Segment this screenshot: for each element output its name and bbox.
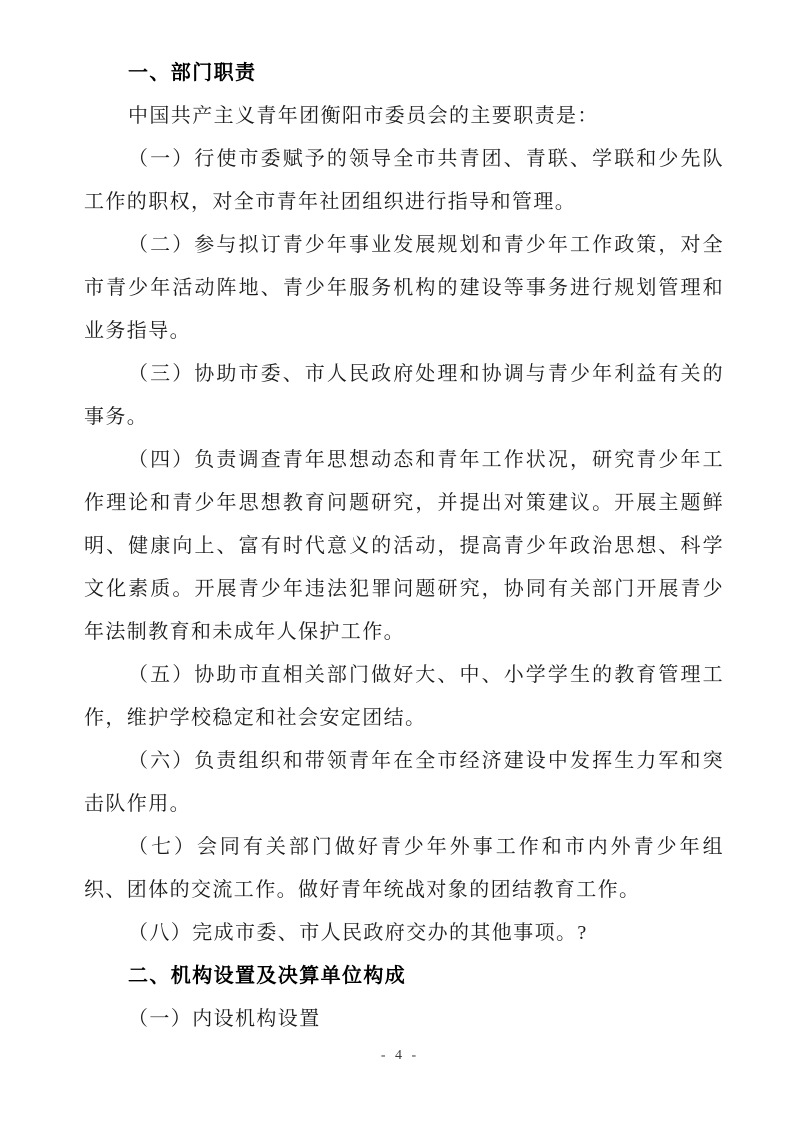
body-paragraph: （六）负责组织和带领青年在全市经济建设中发挥生力军和突击队作用。 [84,750,724,815]
section-heading: 二、机构设置及决算单位构成 [128,965,407,987]
body-paragraph: （七）会同有关部门做好青少年外事工作和市内外青少年组织、团体的交流工作。做好青年统战对象的团结教育工作。 [84,836,724,901]
body-paragraph: 中国共产主义青年团衡阳市委员会的主要职责是： [128,105,599,127]
body-paragraph: （二）参与拟订青少年事业发展规划和青少年工作政策，对全市青少年活动阵地、青少年服务机构的建设等事务进行规划管理和业务指导。 [84,234,724,342]
page-number: - 4 - [380,1048,420,1063]
section-heading: 一、部门职责 [128,62,257,84]
body-paragraph: （八）完成市委、市人民政府交办的其他事项。? [128,922,588,944]
body-paragraph: （五）协助市直相关部门做好大、中、小学学生的教育管理工作，维护学校稳定和社会安定团结。 [84,664,724,729]
body-paragraph: （一）内设机构设置 [128,1008,321,1030]
body-paragraph: （三）协助市委、市人民政府处理和协调与青少年利益有关的事务。 [84,363,724,428]
document-content [84,52,724,1041]
body-paragraph: （四）负责调查青年思想动态和青年工作状况，研究青少年工作理论和青少年思想教育问题研究，并提出对策建议。开展主题鲜明、健康向上、富有时代意义的活动，提高青少年政治思想、科学文化素质。开展青少年违法犯罪问题研究，协同有关部门开展青少年法制教育和未成年人保护工作。 [84,449,724,643]
body-paragraph: （一）行使市委赋予的领导全市共青团、青联、学联和少先队工作的职权，对全市青年社团组织进行指导和管理。 [84,148,724,213]
